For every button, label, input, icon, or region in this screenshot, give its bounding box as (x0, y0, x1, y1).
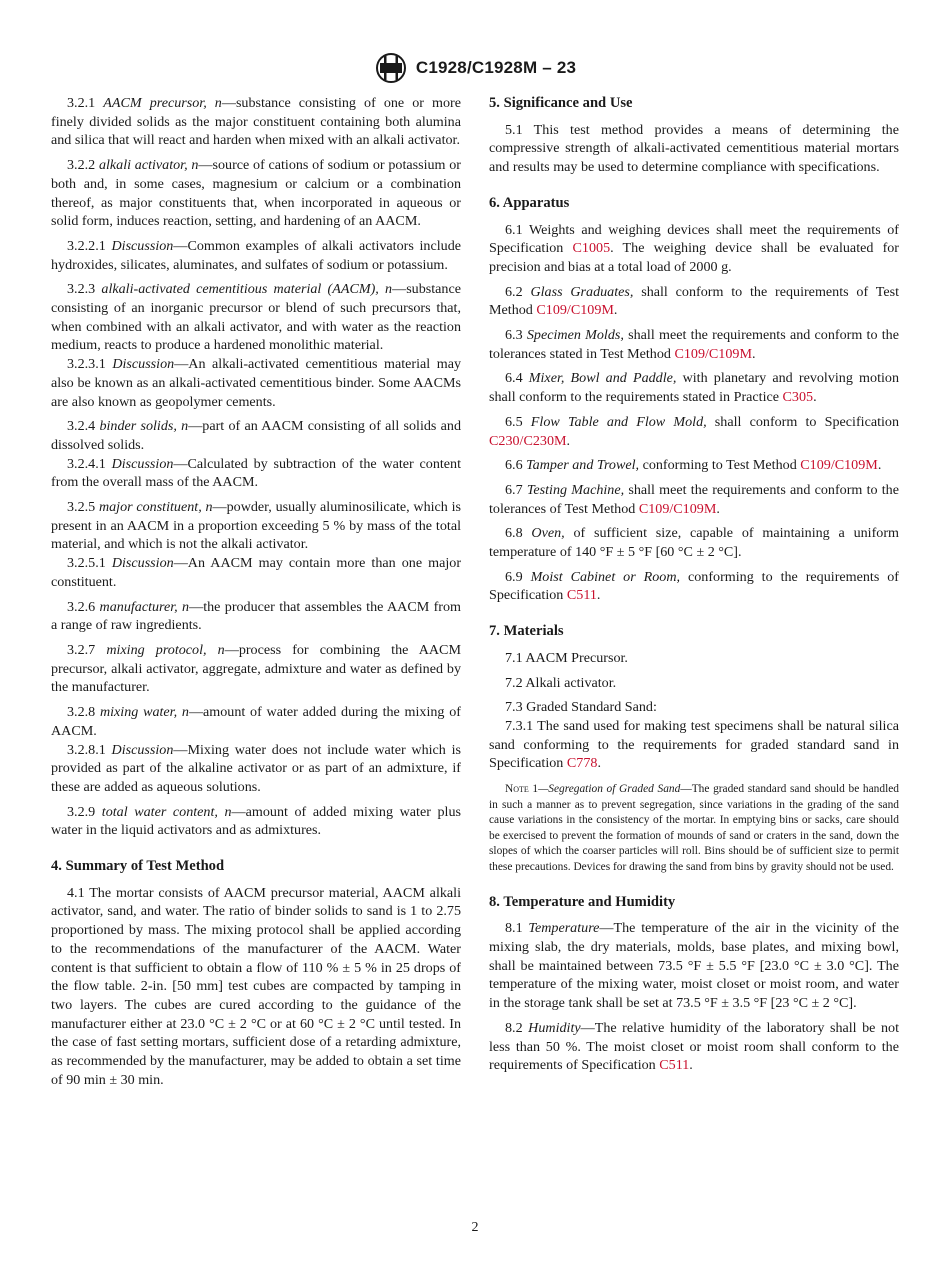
paragraph-6-5: 6.5 Flow Table and Flow Mold, shall conform to Specification C230/C230M. (489, 413, 900, 449)
paragraph-6-9: 6.9 Moist Cabinet or Room, conforming to the requirements of Specification C511. (489, 568, 899, 604)
paragraph-8-2: 8.2 Humidity—The relative humidity of the laboratory shall be not less than 50 %. The moist closet or moist room shall conform to the requirements of Specification C511. (489, 1019, 899, 1074)
link-c230[interactable]: C230/C230M (489, 432, 567, 449)
link-c109[interactable]: C109/C109M (674, 345, 752, 362)
discussion-3-2-3-1: 3.2.3.1 Discussion—An alkali-activated cementitious material may also be known as an alkali-activated cementitious binder. Some AACMs are also known as geopolymer cements. (51, 356, 461, 410)
definition-3-2-5: 3.2.5 major constituent, n—powder, usually aluminosilicate, which is present in an AACM in a proportion exceeding 5 % by mass of the total material, and which is not the alkali activator. (51, 499, 461, 553)
document-id: C1928/C1928M – 23 (415, 58, 577, 77)
paragraph-6-1: 6.1 Weights and weighing devices shall meet the requirements of Specification C1005. The weighing device shall be evaluated for precision and bias at a total load of 2000 g. (489, 221, 900, 275)
discussion-3-2-8-1: 3.2.8.1 Discussion—Mixing water does not include water which is provided as part of the alkaline activator or as part of an admixture, if these are added as aqueous solutions. (51, 741, 462, 795)
link-c1005[interactable]: C1005 (572, 240, 611, 257)
section-7-heading: 7. Materials (489, 623, 564, 640)
left-column (51, 94, 461, 1095)
paragraph-6-8: 6.8 Oven, of sufficient size, capable of maintaining a uniform temperature of 140 °F ± 5 °F [60 °C ± 2 °C]. (489, 525, 899, 561)
paragraph-4-1: 4.1 The mortar consists of AACM precursor material, AACM alkali activator, sand, and water. The ratio of binder solids to sand is 1 to 2.75 proportioned by mass. The mixing protocol shall be applied according to the recommendations of the manufacturer of the AACM. Water content is that sufficient to obtain a flow of 110 % ± 5 % in 25 drops of the flow table. 2-in. [50 mm] test cubes are compacted by tamping in two layers. The cubes are cured according to the guidance of the manufacturer either at 23.0 °C ± 2 °C or at 60 °C ± 2 °C until tested. In the case of fast setting mortars, sufficient dose of a retarding admixture, as recommended by the manufacturer, may be added to obtain a set time of 90 min ± 30 min. (51, 884, 461, 1088)
link-c305[interactable]: C305 (782, 389, 814, 406)
link-c511[interactable]: C511 (659, 1057, 690, 1074)
right-column (489, 94, 899, 1081)
paragraph-7-3: 7.3 Graded Standard Sand: (505, 699, 657, 716)
section-4-heading: 4. Summary of Test Method (51, 858, 225, 875)
paragraph-8-1: 8.1 Temperature—The temperature of the air in the vicinity of the mixing slab, the dry materials, molds, base plates, and mixing bowl, shall be maintained between 73.5 °F ± 5.5 °F [23.0 °C ± 3.0 °C]. The temperature of the mixing water, moist closet or moist room, and water in the storage tank shall be set at 73.5 °F ± 3.5 °F [23 °C ± 2 °C]. (489, 920, 899, 1012)
link-c109[interactable]: C109/C109M (638, 500, 717, 517)
discussion-3-2-5-1: 3.2.5.1 Discussion—An AACM may contain more than one major constituent. (51, 555, 462, 590)
section-8-heading: 8. Temperature and Humidity (489, 893, 676, 910)
paragraph-6-6: 6.6 Tamper and Trowel, conforming to Test Method C109/C109M. (505, 457, 882, 474)
page-number: 2 (471, 1220, 479, 1235)
definition-3-2-6: 3.2.6 manufacturer, n—the producer that assembles the AACM from a range of raw ingredients. (51, 598, 461, 634)
paragraph-7-1: 7.1 AACM Precursor. (505, 649, 628, 666)
link-c109[interactable]: C109/C109M (536, 302, 614, 319)
link-c511[interactable]: C511 (566, 587, 597, 604)
discussion-3-2-2-1: 3.2.2.1 Discussion—Common examples of alkali activators include hydroxides, silicates, aluminates, and sulfates of sodium or potassium. (51, 237, 461, 273)
link-c778[interactable]: C778 (566, 755, 598, 772)
definition-3-2-2: 3.2.2 alkali activator, n—source of cations of sodium or potassium or both and, in some cases, magnesium or calcium or a combination thereof, as major constituents that, when incorporated in aqueous or solid form, induces reaction, setting, and hardening of an AACM. (51, 157, 461, 230)
paragraph-6-4: 6.4 Mixer, Bowl and Paddle, with planetary and revolving motion shall conform to the requirements stated in Practice C305. (489, 370, 899, 406)
definition-3-2-4: 3.2.4 binder solids, n—part of an AACM consisting of all solids and dissolved solids. (51, 418, 461, 453)
paragraph-6-7: 6.7 Testing Machine, shall meet the requirements and conform to the tolerances of Test Method C109/C109M. (489, 481, 899, 517)
discussion-3-2-4-1: 3.2.4.1 Discussion—Calculated by subtraction of the water content from the overall mass of the AACM. (51, 455, 461, 491)
section-5-heading: 5. Significance and Use (489, 95, 633, 111)
astm-logo-icon (374, 52, 408, 84)
paragraph-5-1: 5.1 This test method provides a means of determining the compressive strength of alkali-activated cementitious material mortars and results may be used to determine compliance with specifications. (489, 121, 899, 176)
paragraph-6-3: 6.3 Specimen Molds, shall meet the requirements and conform to the tolerances stated in Test Method C109/C109M. (489, 327, 899, 362)
note-1: Note 1—Segregation of Graded Sand—The graded standard sand should be handled in such a manner as to prevent segregation, since variations in the grading of the sand cause variations in the consistency of the mortar. In emptying bins or sacks, care should be exercised to prevent the formation of mounds of sand or craters in the sand, down the slopes of which the coarser particles will roll. Bins should be of sufficient size to permit these precautions. Devices for drawing the sand from bins by gravity should not be used. (489, 783, 899, 874)
definition-3-2-8: 3.2.8 mixing water, n—amount of water added during the mixing of AACM. (51, 704, 461, 739)
definition-3-2-1: 3.2.1 AACM precursor, n—substance consisting of one or more finely divided solids as the major constituent containing both alumina and silica that will react and harden when mixed with an alkali activator. (51, 95, 462, 149)
definition-3-2-3: 3.2.3 alkali-activated cementitious material (AACM), n—substance consisting of an inorganic precursor or blend of such precursors that, when combined with an alkali activator, and with water as the reaction medium, reacts to produce a hardened monolithic material. (51, 281, 461, 354)
definition-3-2-7: 3.2.7 mixing protocol, n—process for combining the AACM precursor, alkali activator, aggregate, admixture and water as defined by the manufacturer. (51, 641, 461, 696)
definition-3-2-9: 3.2.9 total water content, n—amount of added mixing water plus water in the liquid activators and as admixtures. (51, 803, 461, 839)
paragraph-7-2: 7.2 Alkali activator. (505, 674, 617, 691)
page-header (0, 50, 950, 86)
paragraph-6-2: 6.2 Glass Graduates, shall conform to the requirements of Test Method C109/C109M. (489, 283, 900, 319)
link-c109[interactable]: C109/C109M (800, 457, 878, 474)
section-6-heading: 6. Apparatus (489, 194, 570, 211)
paragraph-7-3-1: 7.3.1 The sand used for making test specimens shall be natural silica sand conforming to the requirements for graded standard sand in Specification C778. (489, 717, 899, 772)
